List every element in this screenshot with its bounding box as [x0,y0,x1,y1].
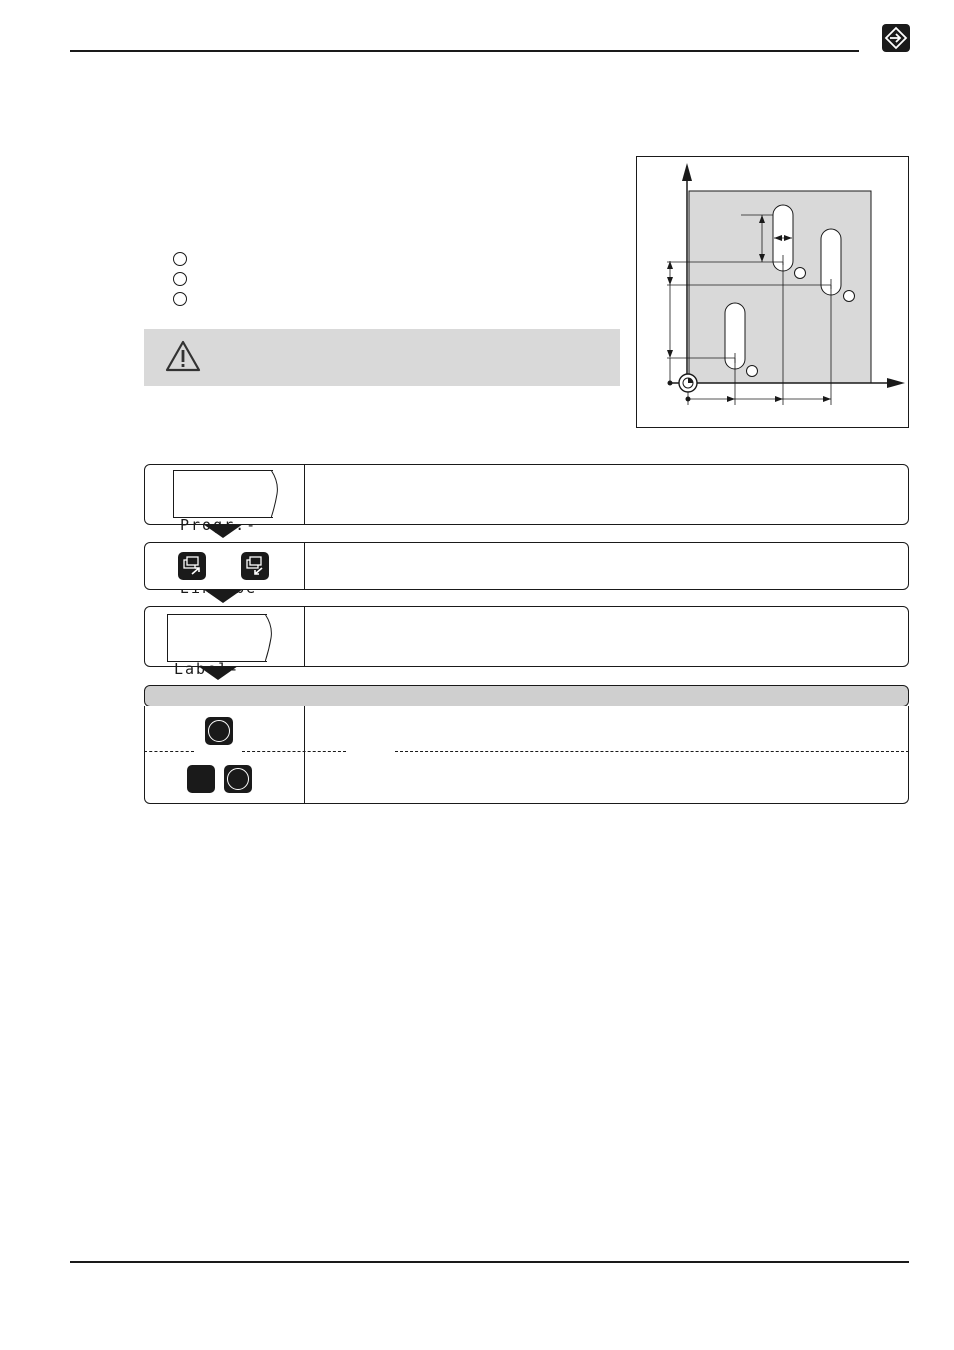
lcd-display-label-number [167,614,267,678]
round-key-icon[interactable] [205,717,233,745]
row-separator [395,751,909,752]
page-down-key-icon[interactable] [241,552,269,580]
option-table [144,706,909,804]
black-square-key-icon[interactable] [187,765,215,793]
lcd-line-1: Progr.- [180,516,258,534]
y-axis-arrow [682,163,692,181]
flow-arrow [203,524,243,538]
row-separator [144,751,194,752]
header-rule [70,50,859,52]
row-separator [242,751,346,752]
slot-drawing [637,157,908,427]
flow-arrow [203,589,243,603]
list-marker-2 [173,272,187,286]
list-marker-1 [173,252,187,266]
lcd-display-program-input [173,470,273,534]
page-up-key-icon[interactable] [178,552,206,580]
program-input-icon [882,24,910,52]
lcd-line-1: Label- [174,660,241,678]
x-axis-arrow [887,378,905,388]
workpiece-figure [636,156,909,428]
flow-arrow [198,666,238,680]
step-label-number [144,606,909,678]
option-table-header [144,685,909,707]
step-page-keys [144,542,909,590]
round-key-icon[interactable] [224,765,252,793]
warning-triangle-icon [164,339,202,373]
caution-box [144,329,620,386]
list-marker-3 [173,292,187,306]
step-program-input [144,464,909,534]
footer-rule [70,1261,909,1263]
